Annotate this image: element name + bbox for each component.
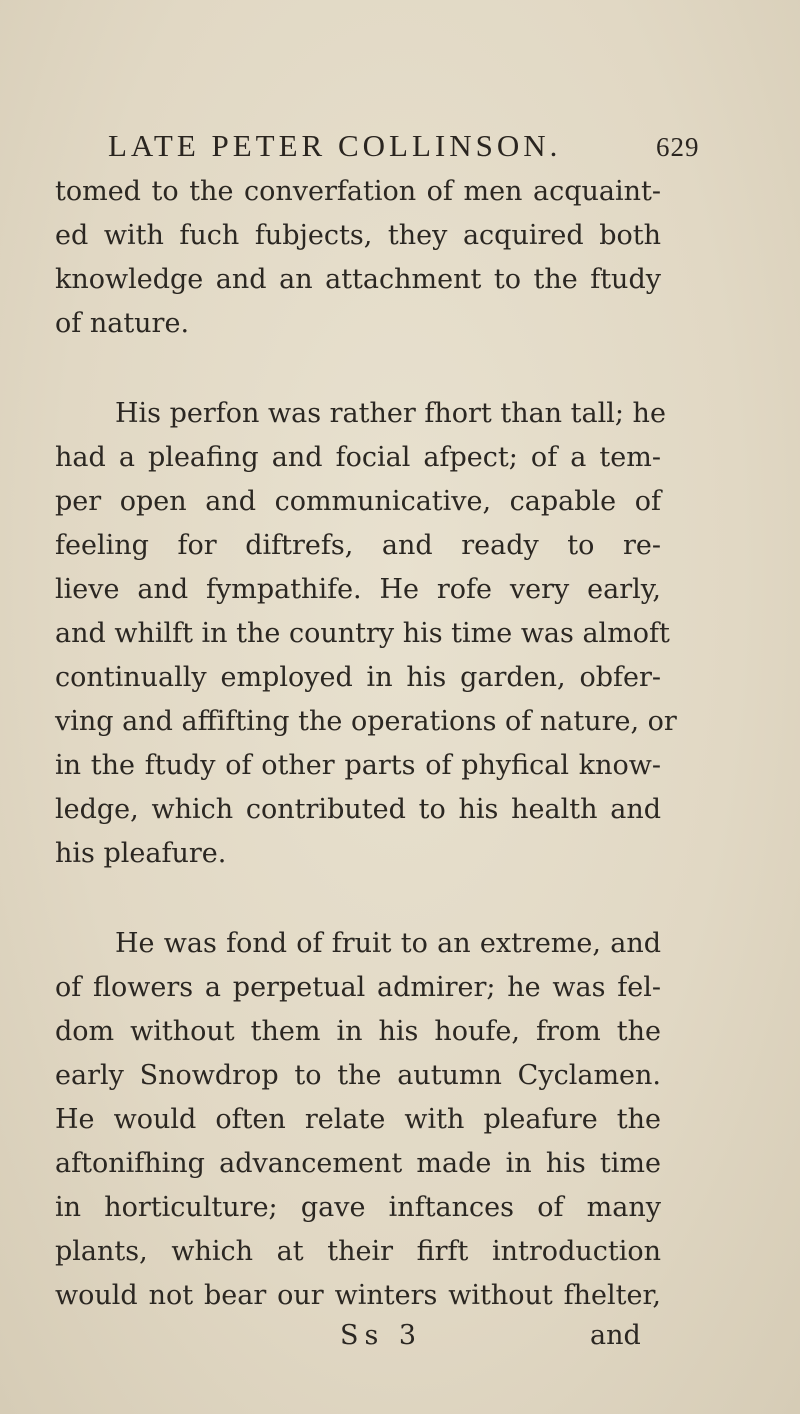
page-number: 629	[656, 132, 700, 162]
signature-mark: Ss 3	[340, 1320, 423, 1351]
text-line: feeling for diftrefs, and ready to re-	[55, 530, 661, 561]
text-line: He was fond of fruit to an extreme, and	[115, 928, 661, 959]
text-line: knowledge and an attachment to the ftudy	[55, 264, 661, 295]
text-line: aftonifhing advancement made in his time	[55, 1148, 661, 1179]
text-line: of nature.	[55, 308, 190, 339]
text-line: continually employed in his garden, obfer-	[55, 662, 661, 693]
text-line: would not bear our winters without fhelter,	[55, 1280, 661, 1311]
running-title: LATE PETER COLLINSON.	[108, 128, 562, 163]
text-line: per open and communicative, capable of	[55, 486, 661, 517]
text-line: His perfon was rather fhort than tall; he	[115, 398, 666, 429]
text-line: dom without them in his houfe, from the	[55, 1016, 661, 1047]
catchword: and	[590, 1320, 641, 1351]
text-line: plants, which at their firft introduction	[55, 1236, 661, 1267]
text-line: in horticulture; gave inftances of many	[55, 1192, 661, 1223]
text-line: ledge, which contributed to his health and	[55, 794, 661, 825]
text-line: tomed to the converfation of men acquaint-	[55, 176, 661, 207]
text-line: ed with fuch fubjects, they acquired both	[55, 220, 661, 251]
text-line: ving and affifting the operations of nature, or	[55, 706, 677, 737]
text-line: his pleafure.	[55, 838, 227, 869]
text-line: lieve and fympathife. He rofe very early,	[55, 574, 661, 605]
text-line: He would often relate with pleafure the	[55, 1104, 661, 1135]
text-line: and whilft in the country his time was almoft	[55, 618, 670, 649]
text-line: of flowers a perpetual admirer; he was fel-	[55, 972, 661, 1003]
text-line: in the ftudy of other parts of phyfical know-	[55, 750, 661, 781]
text-line: early Snowdrop to the autumn Cyclamen.	[55, 1060, 661, 1091]
text-line: had a pleafing and focial afpect; of a tem-	[55, 442, 661, 473]
